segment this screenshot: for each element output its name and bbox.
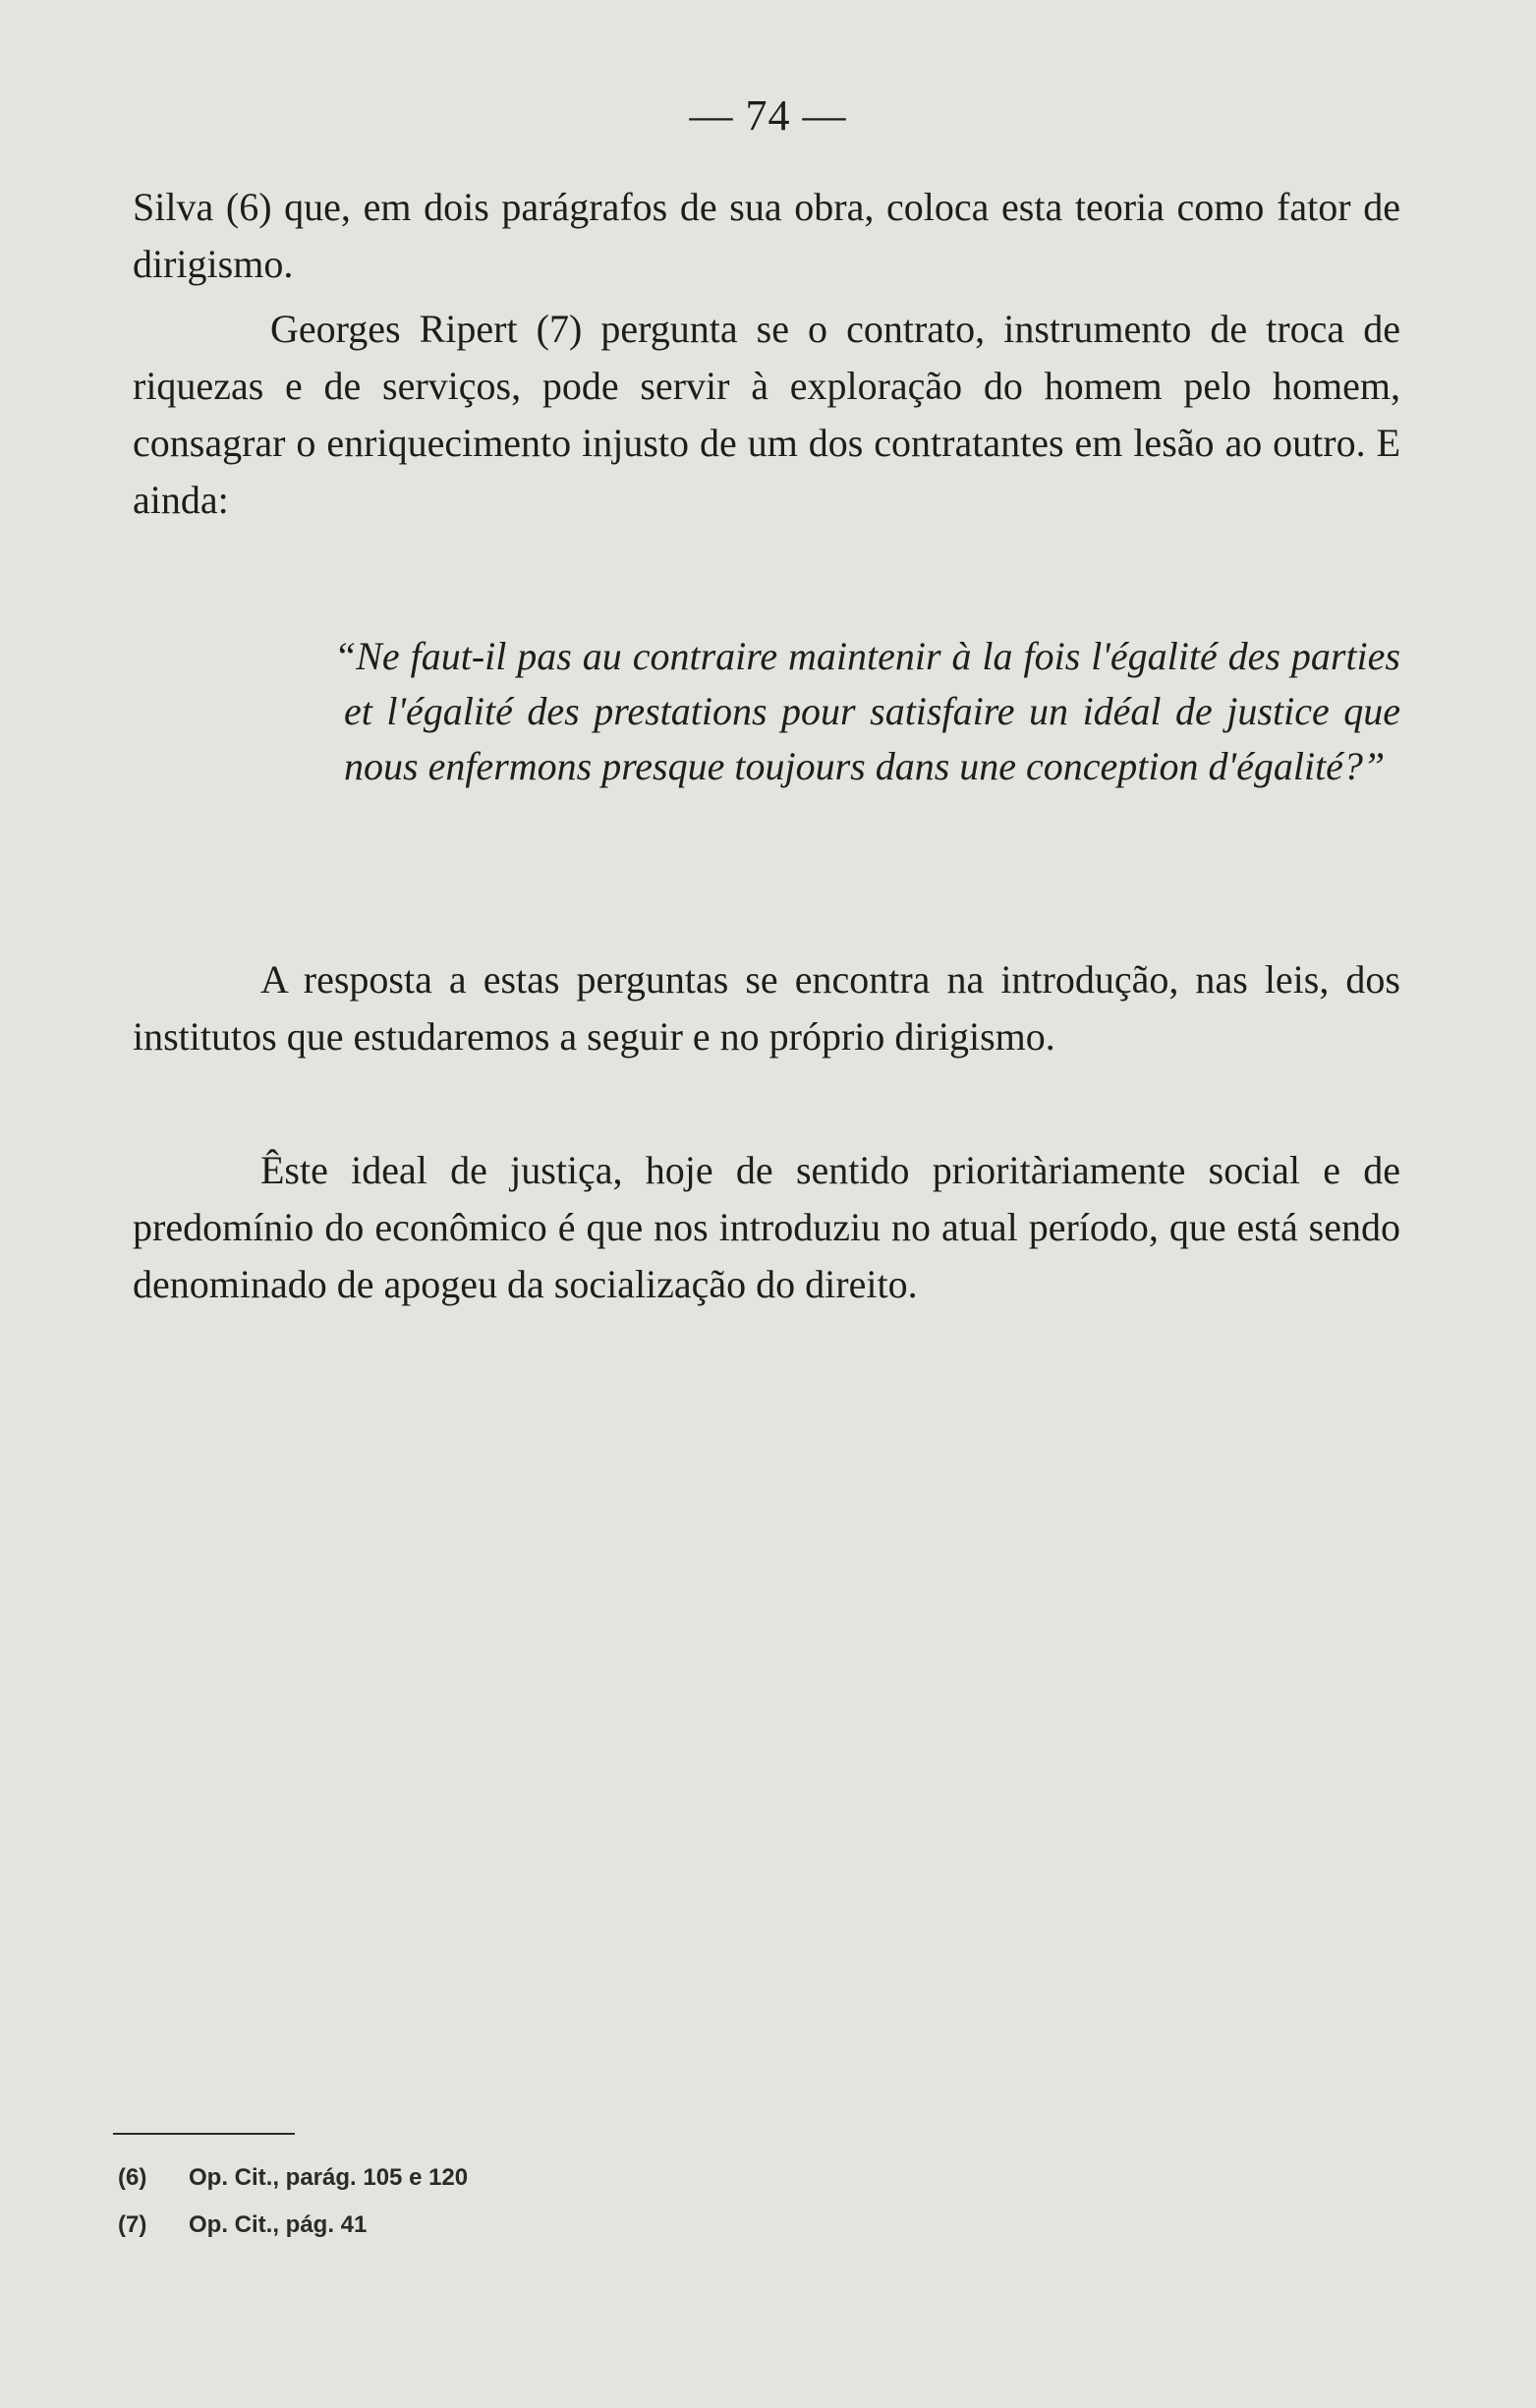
paragraph-ideal-justica: Êste ideal de justiça, hoje de sentido prioritàriamente social e de predomínio do econômico é que nos introduziu no atual período, que está sendo denominado de apogeu da socialização do direito. — [133, 1148, 1400, 1306]
footnote-divider — [113, 2133, 295, 2135]
paragraph-silva: Silva (6) que, em dois parágrafos de sua obra, coloca esta teoria como fator de dirigismo. — [133, 185, 1400, 286]
footnote-text: Op. Cit., pág. 41 — [189, 2211, 368, 2238]
page-number: — 74 — — [689, 91, 847, 140]
footnote-7 — [118, 2211, 367, 2239]
footnote-text: Op. Cit., parág. 105 e 120 — [189, 2164, 469, 2191]
paragraph-resposta: A resposta a estas perguntas se encontra na introdução, nas leis, dos institutos que estudaremos a seguir e no próprio dirigismo. — [133, 957, 1400, 1059]
french-quotation: “Ne faut-il pas au contraire maintenir à la fois l'égalité des parties et l'égalité des prestations pour satisfaire un idéal de justice que nous enfermons presque toujours dans une conception d'égalité?” — [334, 634, 1400, 788]
footnote-mark: (7) — [118, 2211, 147, 2238]
paragraph-ripert: Georges Ripert (7) pergunta se o contrato, instrumento de troca de riquezas e de serviços, pode servir à exploração do homem pelo homem, consagrar o enriquecimento injusto de um dos contratantes em lesão ao outro. E ainda: — [133, 307, 1400, 522]
footnote-mark: (6) — [118, 2164, 147, 2191]
footnote-6 — [118, 2164, 468, 2192]
